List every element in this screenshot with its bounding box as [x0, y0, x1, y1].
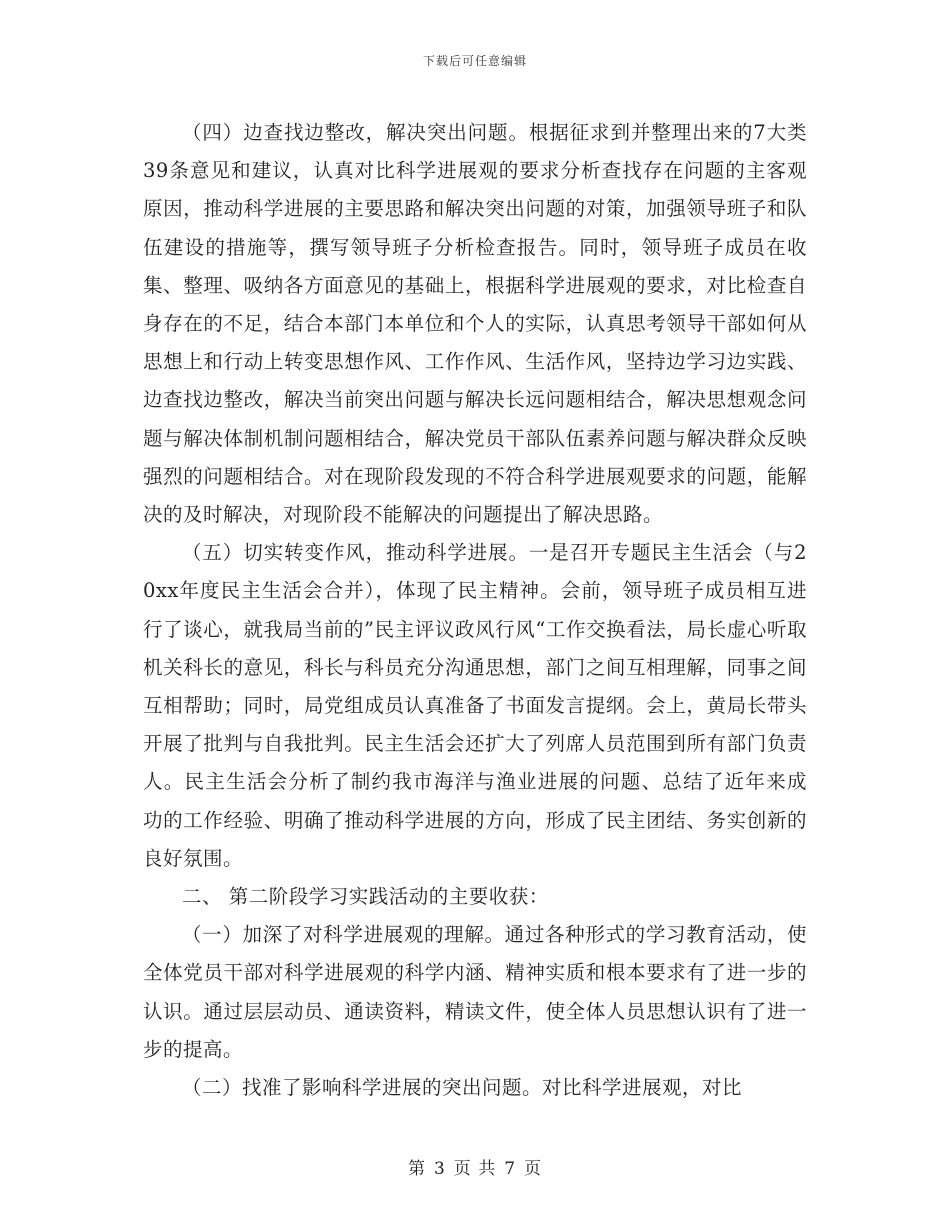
footer-prefix: 第	[407, 1159, 426, 1179]
footer-suffix: 页	[524, 1159, 543, 1179]
paragraph-gain-one: （一）加深了对科学进展观的理解。通过各种形式的学习教育活动，使全体党员干部对科学进展观的科学内涵、精神实质和根本要求有了进一步的认识。通过层层动员、通读资料，精读文件，使全体人员思想认识有了进一步的提高。	[143, 923, 807, 1061]
document-body	[143, 114, 807, 1107]
footer-middle: 页 共	[453, 1159, 497, 1179]
header-note: 下载后可任意编辑	[422, 54, 527, 68]
paragraph-gain-two: （二）找准了影响科学进展的突出问题。对比科学进展观，对比	[182, 1076, 743, 1100]
paragraph-section-five: （五）切实转变作风，推动科学进展。一是召开专题民主生活会（与20xx年度民主生活会合并），体现了民主精神。会前，领导班子成员相互进行了谈心，就我局当前的”民主评议政风行风“工作交换看法，局长虚心听取机关科长的意见，科长与科员充分沟通思想，部门之间互相理解，同事之间互相帮助；同时，局党组成员认真准备了书面发言提纲。会上，黄局长带头开展了批判与自我批判。民主生活会还扩大了列席人员范围到所有部门负责人。民主生活会分析了制约我市海洋与渔业进展的问题、总结了近年来成 功的工作经验、明确了推动科学进展的方向，形成了民主团结、务实创新的良好氛围。	[143, 541, 807, 870]
section-heading-two: 二、 第二阶段学习实践活动的主要收获：	[182, 885, 549, 909]
paragraph-section-four: （四）边查找边整改，解决突出问题。根据征求到并整理出来的7大类39条意见和建议，认真对比科学进展观的要求分析查找存在问题的主客观原因，推动科学进展的主要思路和解决突出问题的对策，加强领导班子和队伍建设的措施等，撰写领导班子分析检查报告。同时，领导班子成员在收集、整理、吸纳各方面意见的基础上，根据科学进展观的要求，对比检查自身存在的不足，结合本部门本单位和个人的实际，认真思考领导干部如何从思想上和行动上转变思想作风、工作作风、生活作风，坚持边学习边实践、边查找边整改，解决当前突出问题与解决长远问题相结合，解决思想观念问题与解决体制机制问题相结合，解决党员干部队伍素养问题与解决群众反映强烈的问题相结合。对在现阶段发现的不符合科学进展观要求的问题，能解决的及时解决，对现阶段不能解决的问题提出了解决思路。	[143, 121, 807, 527]
footer-current-page: 3	[433, 1159, 446, 1179]
footer-total-pages: 7	[504, 1159, 517, 1179]
page-footer	[0, 1154, 950, 1179]
